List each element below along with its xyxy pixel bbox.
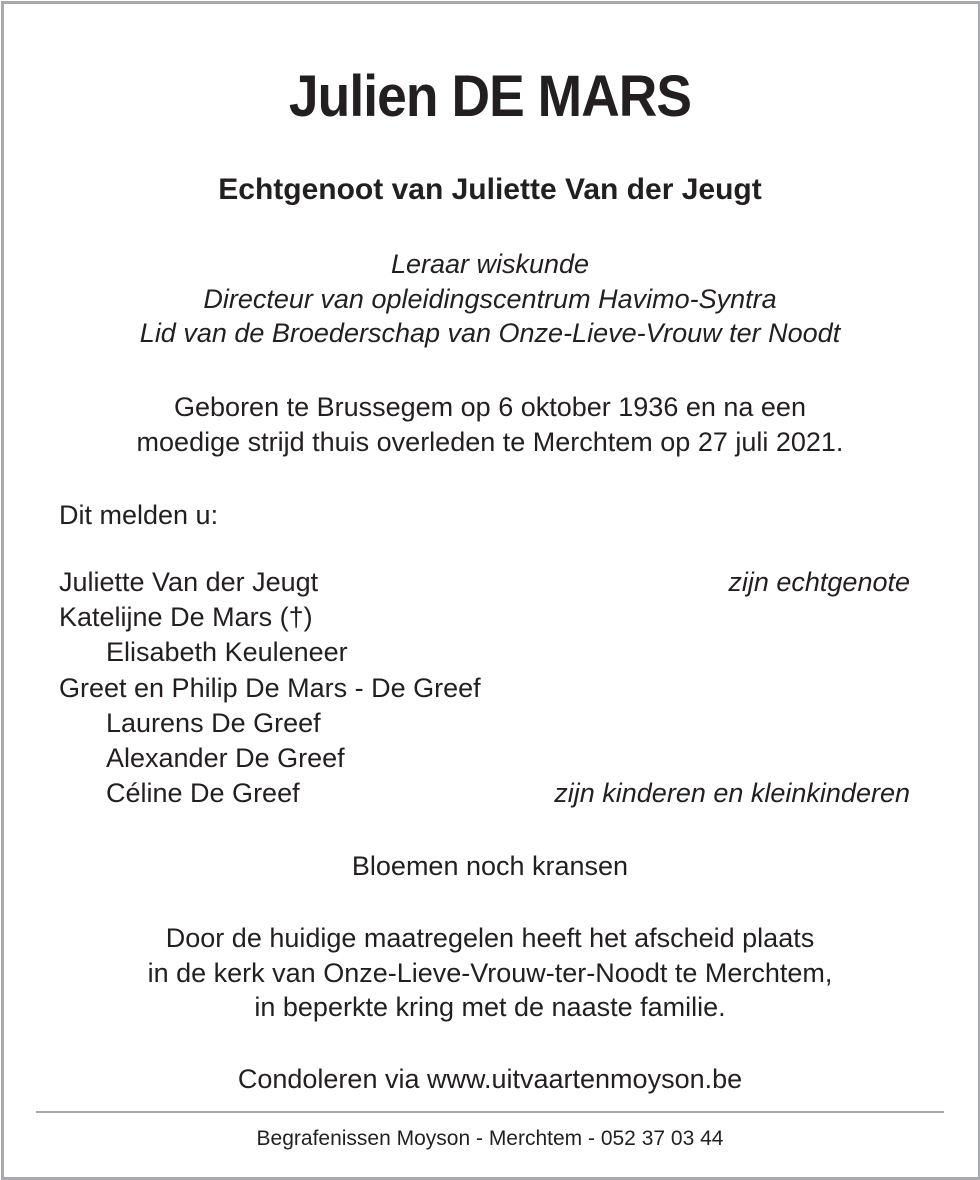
family-member-name: Juliette Van der Jeugt xyxy=(59,567,319,597)
family-row xyxy=(59,776,910,811)
family-member-name: Laurens De Greef xyxy=(106,707,321,738)
ceremony-block xyxy=(0,921,980,1025)
birth-death-line: Geboren te Brussegem op 6 oktober 1936 en na een xyxy=(174,392,806,422)
family-row xyxy=(59,706,910,741)
funeral-home-footer: Begrafenissen Moyson - Merchtem - 052 37 03 44 xyxy=(256,1127,724,1150)
family-member-name: Elisabeth Keuleneer xyxy=(106,637,348,668)
family-member-name: Greet en Philip De Mars - De Greef xyxy=(59,672,481,703)
announce-line: Dit melden u: xyxy=(59,500,219,530)
title-line: Lid van de Broederschap van Onze-Lieve-Vrouw ter Noodt xyxy=(139,318,841,348)
family-row xyxy=(59,600,910,635)
family-row xyxy=(59,635,910,670)
title-line: Directeur van opleidingscentrum Havimo-Syntra xyxy=(203,283,777,314)
titles-block xyxy=(0,247,980,351)
deceased-name: Julien DE MARS xyxy=(288,64,692,129)
family-row xyxy=(59,565,910,600)
family-relation: zijn echtgenote xyxy=(728,567,910,597)
family-row xyxy=(59,671,910,706)
condolences-line: Condoleren via www.uitvaartenmoyson.be xyxy=(237,1064,743,1094)
title-line: Leraar wiskunde xyxy=(390,249,590,279)
family-relation: zijn kinderen en kleinkinderen xyxy=(554,778,910,809)
ceremony-line: in de kerk van Onze-Lieve-Vrouw-ter-Noodt te Merchtem, xyxy=(147,957,833,988)
family-member-name: Céline De Greef xyxy=(106,778,300,809)
family-member-name: Katelijne De Mars (†) xyxy=(59,602,313,633)
spouse-line: Echtgenoot van Juliette Van der Jeugt xyxy=(218,173,762,206)
flowers-line: Bloemen noch kransen xyxy=(351,851,629,881)
footer-divider xyxy=(36,1111,944,1113)
family-list xyxy=(59,565,910,811)
family-row xyxy=(59,741,910,776)
birth-death-line: moedige strijd thuis overleden te Merchtem op 27 juli 2021. xyxy=(136,426,844,457)
family-member-name: Alexander De Greef xyxy=(106,742,345,773)
birth-death-block xyxy=(0,390,980,459)
ceremony-line: Door de huidige maatregelen heeft het afscheid plaats xyxy=(165,923,815,953)
ceremony-line: in beperkte kring met de naaste familie. xyxy=(254,992,726,1022)
